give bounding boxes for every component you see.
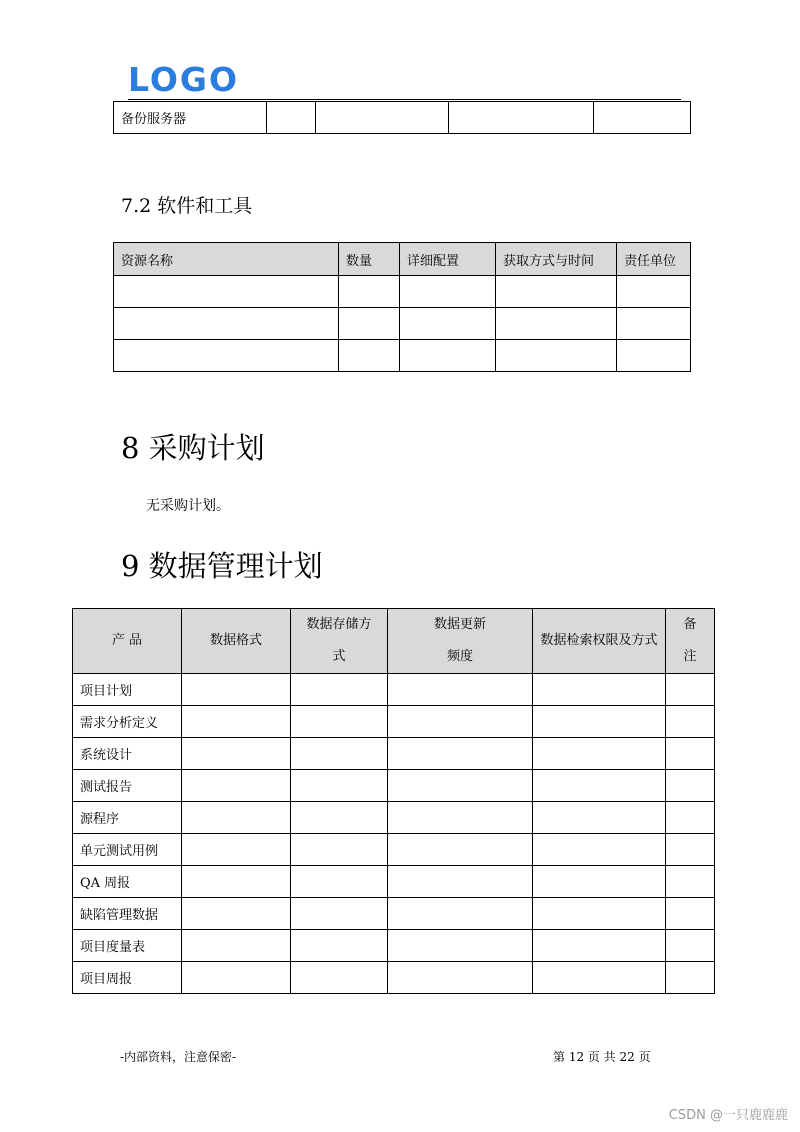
table-cell: QA 周报 — [73, 866, 182, 898]
section-8-heading: 8 采购计划 — [121, 431, 265, 465]
table-cell — [182, 898, 291, 930]
column-header: 获取方式与时间 — [496, 243, 617, 276]
table-cell — [182, 866, 291, 898]
table-cell — [388, 866, 533, 898]
table-cell — [388, 738, 533, 770]
table-cell — [339, 276, 400, 308]
table-cell — [666, 738, 715, 770]
table-cell: 缺陷管理数据 — [73, 898, 182, 930]
table-cell — [533, 962, 666, 994]
table-cell — [291, 898, 388, 930]
table-cell — [291, 674, 388, 706]
table-cell — [339, 308, 400, 340]
table-cell — [291, 802, 388, 834]
software-table — [113, 242, 691, 372]
table-cell — [388, 930, 533, 962]
column-header: 数据格式 — [182, 609, 291, 674]
table-cell — [388, 834, 533, 866]
table-cell — [114, 340, 339, 372]
table-row — [73, 962, 715, 994]
table-cell — [182, 674, 291, 706]
table-cell: 系统设计 — [73, 738, 182, 770]
table-cell: 项目周报 — [73, 962, 182, 994]
table-cell: 项目计划 — [73, 674, 182, 706]
hardware-table — [113, 101, 691, 134]
table-cell — [291, 834, 388, 866]
table-cell — [291, 930, 388, 962]
table-cell — [400, 340, 496, 372]
table-row — [73, 834, 715, 866]
table-row — [114, 308, 691, 340]
table-cell — [666, 962, 715, 994]
table-row — [73, 930, 715, 962]
table-cell — [666, 866, 715, 898]
table-cell — [182, 706, 291, 738]
table-cell — [533, 834, 666, 866]
table-cell — [533, 866, 666, 898]
table-row — [73, 738, 715, 770]
table-cell — [666, 770, 715, 802]
table-row — [114, 340, 691, 372]
table-cell — [291, 738, 388, 770]
table-cell — [400, 308, 496, 340]
table-cell — [617, 276, 691, 308]
table-cell: 单元测试用例 — [73, 834, 182, 866]
table-cell — [291, 866, 388, 898]
table-cell — [666, 674, 715, 706]
table-cell — [533, 770, 666, 802]
table-row — [73, 706, 715, 738]
logo: LOGO — [128, 60, 240, 99]
table-cell — [316, 102, 449, 134]
table-cell — [617, 308, 691, 340]
column-header: 备注 — [666, 609, 715, 674]
column-header: 责任单位 — [617, 243, 691, 276]
data-management-table — [72, 608, 715, 994]
table-cell — [533, 674, 666, 706]
table-row — [73, 770, 715, 802]
column-header: 资源名称 — [114, 243, 339, 276]
table-cell — [182, 802, 291, 834]
table-row — [114, 276, 691, 308]
column-header: 产 品 — [73, 609, 182, 674]
table-cell — [388, 706, 533, 738]
column-header: 数据存储方式 — [291, 609, 388, 674]
table-cell: 备份服务器 — [114, 102, 267, 134]
table-cell — [400, 276, 496, 308]
table-cell — [114, 308, 339, 340]
table-row — [73, 802, 715, 834]
table-cell — [388, 898, 533, 930]
table-row — [73, 898, 715, 930]
table-cell — [182, 738, 291, 770]
table-cell — [666, 898, 715, 930]
table-cell — [533, 738, 666, 770]
column-header: 数据更新频度 — [388, 609, 533, 674]
table-cell — [182, 834, 291, 866]
table-cell: 测试报告 — [73, 770, 182, 802]
table-cell — [182, 962, 291, 994]
table-row — [73, 866, 715, 898]
watermark: CSDN @一只鹿鹿鹿 — [668, 1108, 788, 1123]
table-cell: 项目度量表 — [73, 930, 182, 962]
column-header: 数量 — [339, 243, 400, 276]
table-row — [114, 102, 691, 134]
table-cell — [496, 308, 617, 340]
table-cell — [388, 674, 533, 706]
column-header: 详细配置 — [400, 243, 496, 276]
table-cell — [496, 340, 617, 372]
column-header: 数据检索权限及方式 — [533, 609, 666, 674]
table-cell — [533, 898, 666, 930]
table-cell — [666, 930, 715, 962]
table-row — [73, 674, 715, 706]
footer-confidential: -内部资料，注意保密- — [120, 1050, 237, 1064]
table-cell — [114, 276, 339, 308]
table-cell — [388, 770, 533, 802]
header-divider — [128, 99, 681, 100]
table-header-row — [114, 243, 691, 276]
table-cell — [388, 962, 533, 994]
table-cell — [339, 340, 400, 372]
section-9-heading: 9 数据管理计划 — [121, 549, 323, 583]
table-cell — [496, 276, 617, 308]
table-cell — [182, 930, 291, 962]
table-cell — [291, 962, 388, 994]
table-cell — [617, 340, 691, 372]
table-cell — [666, 802, 715, 834]
table-cell — [666, 834, 715, 866]
footer-page-number: 第 12 页 共 22 页 — [553, 1050, 651, 1064]
section-7-2-heading: 7.2 软件和工具 — [121, 195, 253, 217]
table-cell — [533, 802, 666, 834]
table-cell: 需求分析定义 — [73, 706, 182, 738]
table-cell: 源程序 — [73, 802, 182, 834]
table-cell — [594, 102, 691, 134]
table-cell — [449, 102, 594, 134]
table-cell — [388, 802, 533, 834]
table-cell — [267, 102, 316, 134]
table-cell — [666, 706, 715, 738]
section-8-body: 无采购计划。 — [146, 498, 230, 514]
table-cell — [533, 706, 666, 738]
table-cell — [533, 930, 666, 962]
table-cell — [291, 706, 388, 738]
table-cell — [182, 770, 291, 802]
table-header-row — [73, 609, 715, 674]
table-cell — [291, 770, 388, 802]
